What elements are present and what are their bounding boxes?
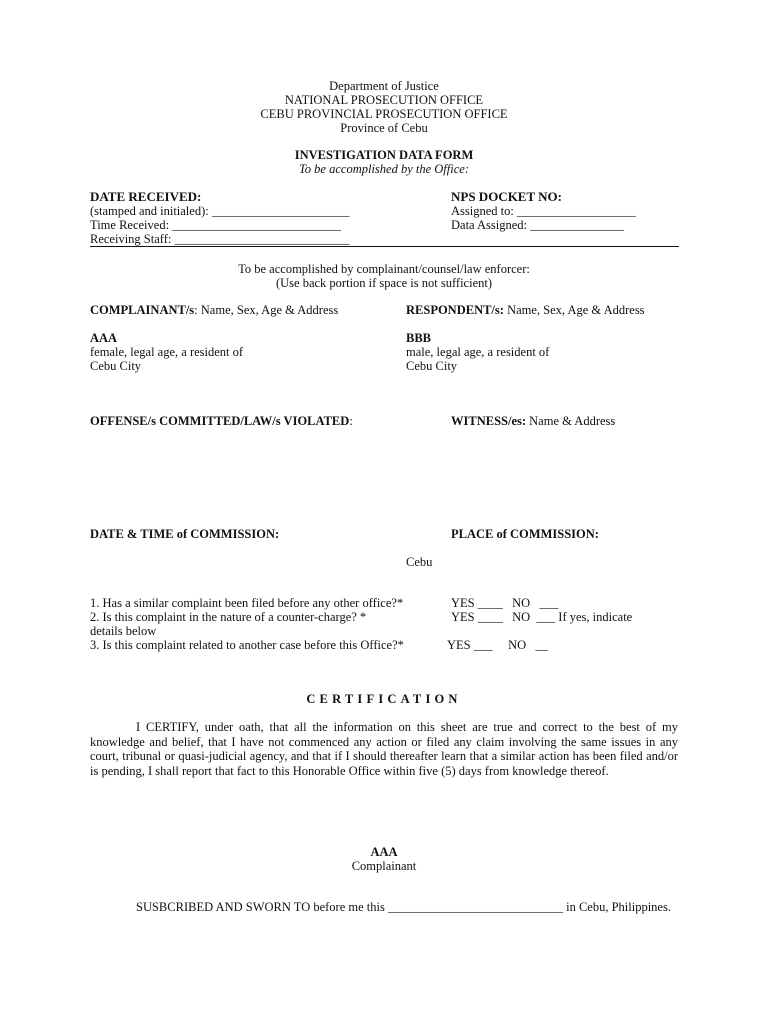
date-received-label: DATE RECEIVED: [90,189,202,204]
complainant-hint: : Name, Sex, Age & Address [194,303,339,317]
provincial-office-name: CEBU PROVINCIAL PROSECUTION OFFICE [260,107,508,121]
question-2-continuation: details below [90,624,157,638]
place-label: PLACE of COMMISSION: [451,527,599,541]
respondent-heading [406,303,645,318]
receiving-staff-field[interactable]: Receiving Staff: ____________________________ [90,232,350,246]
stamped-field[interactable]: (stamped and initialed): ______________________ [90,204,350,218]
question-3-answer[interactable]: YES ___ NO __ [447,638,549,652]
question-2-answer[interactable]: YES ____ NO ___ If yes, indicate [451,610,633,624]
offense-colon: : [349,414,353,428]
date-time-label: DATE & TIME of COMMISSION: [90,527,280,541]
time-received-field[interactable]: Time Received: ___________________________ [90,218,341,232]
assigned-to-field[interactable]: Assigned to: ___________________ [451,204,636,218]
respondent-city[interactable]: Cebu City [406,359,458,373]
signatory-role: Complainant [351,859,417,873]
offense-label: OFFENSE/s COMMITTED/LAW/s VIOLATED [90,414,350,428]
signatory-name: AAA [370,845,398,859]
respondent-hint: Name, Sex, Age & Address [503,303,645,317]
data-assigned-field[interactable]: Data Assigned: _______________ [451,218,624,232]
subscribed-statement: SUSBCRIBED AND SWORN TO before me this ____________________________ in Cebu, Philippines. [136,900,671,914]
witness-hint: Name & Address [526,414,616,428]
complainant-details[interactable]: female, legal age, a resident of [90,345,244,359]
witness-heading [451,414,615,429]
docket-label: NPS DOCKET NO: [451,189,562,204]
agency-name: Department of Justice [329,79,439,93]
certification-body: I CERTIFY, under oath, that all the information on this sheet are true and correct to the best of my knowledge and belief, that I have not commenced any action or filed any claim involving the same issues in any court, tribunal or quasi-judicial agency, and that if I should thereafter learn that a similar action has been filed and/or is pending, I shall report that fact to this Honorable Office within five (5) days from knowledge thereof. [90,720,678,778]
instructions-line2: (Use back portion if space is not sufficient) [275,276,493,290]
respondent-name[interactable]: BBB [406,331,432,345]
province-name: Province of Cebu [340,121,428,135]
section-divider [90,246,679,247]
question-1: 1. Has a similar complaint been filed before any other office?* [90,596,404,610]
complainant-name[interactable]: AAA [90,331,118,345]
offense-heading [90,414,353,429]
question-3: 3. Is this complaint related to another case before this Office?* [90,638,404,652]
instructions-line1: To be accomplished by complainant/counsel/law enforcer: [238,262,530,276]
respondent-details[interactable]: male, legal age, a resident of [406,345,550,359]
place-value[interactable]: Cebu [406,555,433,569]
form-title: INVESTIGATION DATA FORM [294,148,474,162]
national-office-name: NATIONAL PROSECUTION OFFICE [284,93,484,107]
witness-label: WITNESS/es: [451,414,527,428]
question-2: 2. Is this complaint in the nature of a counter-charge? * [90,610,367,624]
complainant-label: COMPLAINANT/s [90,303,195,317]
form-subtitle: To be accomplished by the Office: [299,162,469,176]
question-1-answer[interactable]: YES ____ NO ___ [451,596,559,610]
certification-title: CERTIFICATION [306,692,462,706]
complainant-heading [90,303,338,318]
respondent-label: RESPONDENT/s: [406,303,504,317]
complainant-city[interactable]: Cebu City [90,359,142,373]
